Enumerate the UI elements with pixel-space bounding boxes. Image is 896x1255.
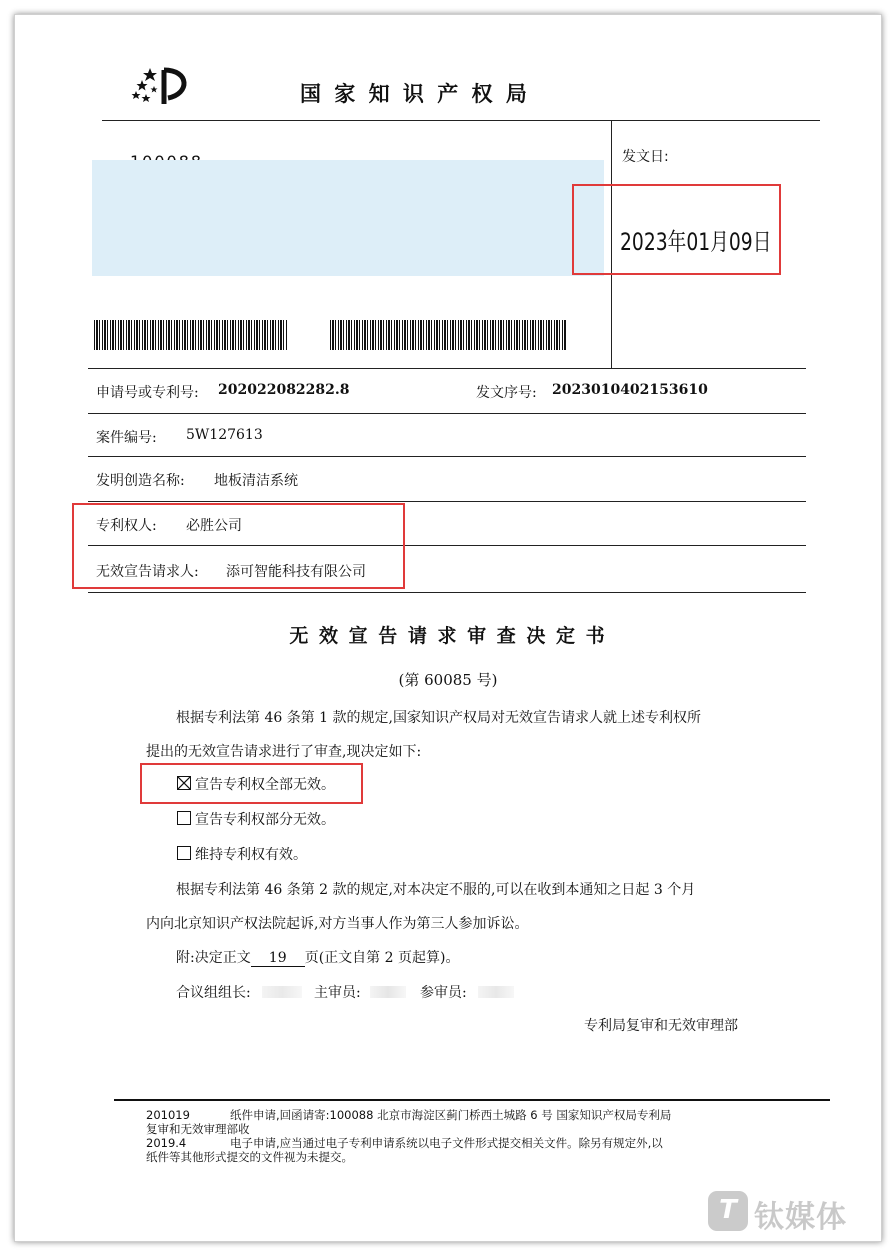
footer-line-4: 纸件等其他形式提交的文件视为未提交。: [146, 1150, 353, 1164]
attachment-line: [176, 947, 459, 967]
serial-label: 发文序号:: [476, 385, 537, 401]
invention-name-value: 地板清洁系统: [214, 473, 298, 489]
footer-text-1: 纸件申请,回函请寄:100088 北京市海淀区蓟门桥西土城路 6 号 国家知识产权局专利局: [230, 1108, 672, 1122]
row-rule-2: [88, 413, 806, 414]
attachment-suffix: 页(正文自第 2 页起算)。: [304, 950, 460, 966]
option2-checkbox: [177, 811, 191, 825]
footer-notes: [146, 1108, 766, 1164]
barcode-left: [94, 320, 288, 350]
watermark-logo-icon: [708, 1191, 748, 1231]
attachment-pages: 19: [251, 950, 305, 967]
attachment-prefix: 附:决定正文: [176, 950, 251, 966]
address-redaction: [92, 160, 604, 276]
row-rule-1: [88, 368, 806, 369]
row-rule-3: [88, 456, 806, 457]
para1-line2: 提出的无效宣告请求进行了审查,现决定如下:: [146, 744, 422, 760]
footer-rule: [114, 1099, 830, 1101]
footer-text-3: 电子申请,应当通过电子专利申请系统以电子文件形式提交相关文件。除另有规定外,以: [230, 1136, 663, 1150]
option3-checkbox: [177, 846, 191, 860]
option1-label: 宣告专利权全部无效。: [195, 777, 335, 793]
panel-chief-label: 合议组组长:: [176, 985, 251, 1001]
decision-title: 无 效 宣 告 请 求 审 查 决 定 书: [289, 625, 607, 647]
cnipa-logo-icon: [128, 64, 198, 110]
requester-label: 无效宣告请求人:: [96, 564, 199, 580]
row-rule-6: [88, 592, 806, 593]
barcode-right: [330, 320, 566, 350]
office-name-title: 国 家 知 识 产 权 局: [300, 82, 530, 106]
watermark-text: 钛媒体: [754, 1200, 847, 1235]
parties-highlight-box: [72, 503, 405, 589]
para1-line1: 根据专利法第 46 条第 1 款的规定,国家知识产权局对无效宣告请求人就上述专利权所: [176, 710, 701, 726]
serial-value: 2023010402153610: [552, 382, 708, 398]
patentee-value: 必胜公司: [186, 518, 242, 534]
examiner-label: 参审员:: [420, 985, 467, 1001]
main-examiner-label: 主审员:: [314, 985, 361, 1001]
para2-line1: 根据专利法第 46 条第 2 款的规定,对本决定不服的,可以在收到本通知之日起 3 个月: [176, 882, 696, 898]
date-label: 发文日:: [622, 149, 669, 165]
footer-line-1: [146, 1108, 766, 1122]
option1-highlight-box: [140, 763, 363, 804]
header-rule: [102, 120, 820, 121]
footer-code-1: 201019: [146, 1108, 190, 1122]
main-examiner-name-redacted: [370, 986, 406, 998]
department-signature: 专利局复审和无效审理部: [584, 1018, 738, 1034]
invention-name-label: 发明创造名称:: [96, 473, 185, 489]
case-no-value: 5W127613: [186, 427, 263, 443]
footer-code-2: 2019.4: [146, 1136, 187, 1150]
examiner-name-redacted: [478, 986, 514, 998]
option3-label: 维持专利权有效。: [195, 847, 307, 863]
app-no-label: 申请号或专利号:: [96, 385, 199, 401]
option2-label: 宣告专利权部分无效。: [195, 812, 335, 828]
requester-value: 添可智能科技有限公司: [226, 564, 366, 580]
footer-line-2: 复审和无效审理部收: [146, 1122, 250, 1136]
watermark-logo-letter: T: [719, 1195, 737, 1225]
case-no-label: 案件编号:: [96, 430, 157, 446]
app-no-value: 202022082282.8: [218, 382, 350, 398]
issue-date: 2023年01月09日: [620, 228, 772, 256]
footer-line-3: [146, 1136, 766, 1150]
panel-chief-name-redacted: [262, 986, 302, 998]
patentee-label: 专利权人:: [96, 518, 157, 534]
row-rule-4: [88, 501, 806, 502]
para2-line2: 内向北京知识产权法院起诉,对方当事人作为第三人参加诉讼。: [146, 916, 529, 932]
decision-number: (第 60085 号): [398, 671, 498, 689]
date-highlight-box: [572, 184, 781, 275]
